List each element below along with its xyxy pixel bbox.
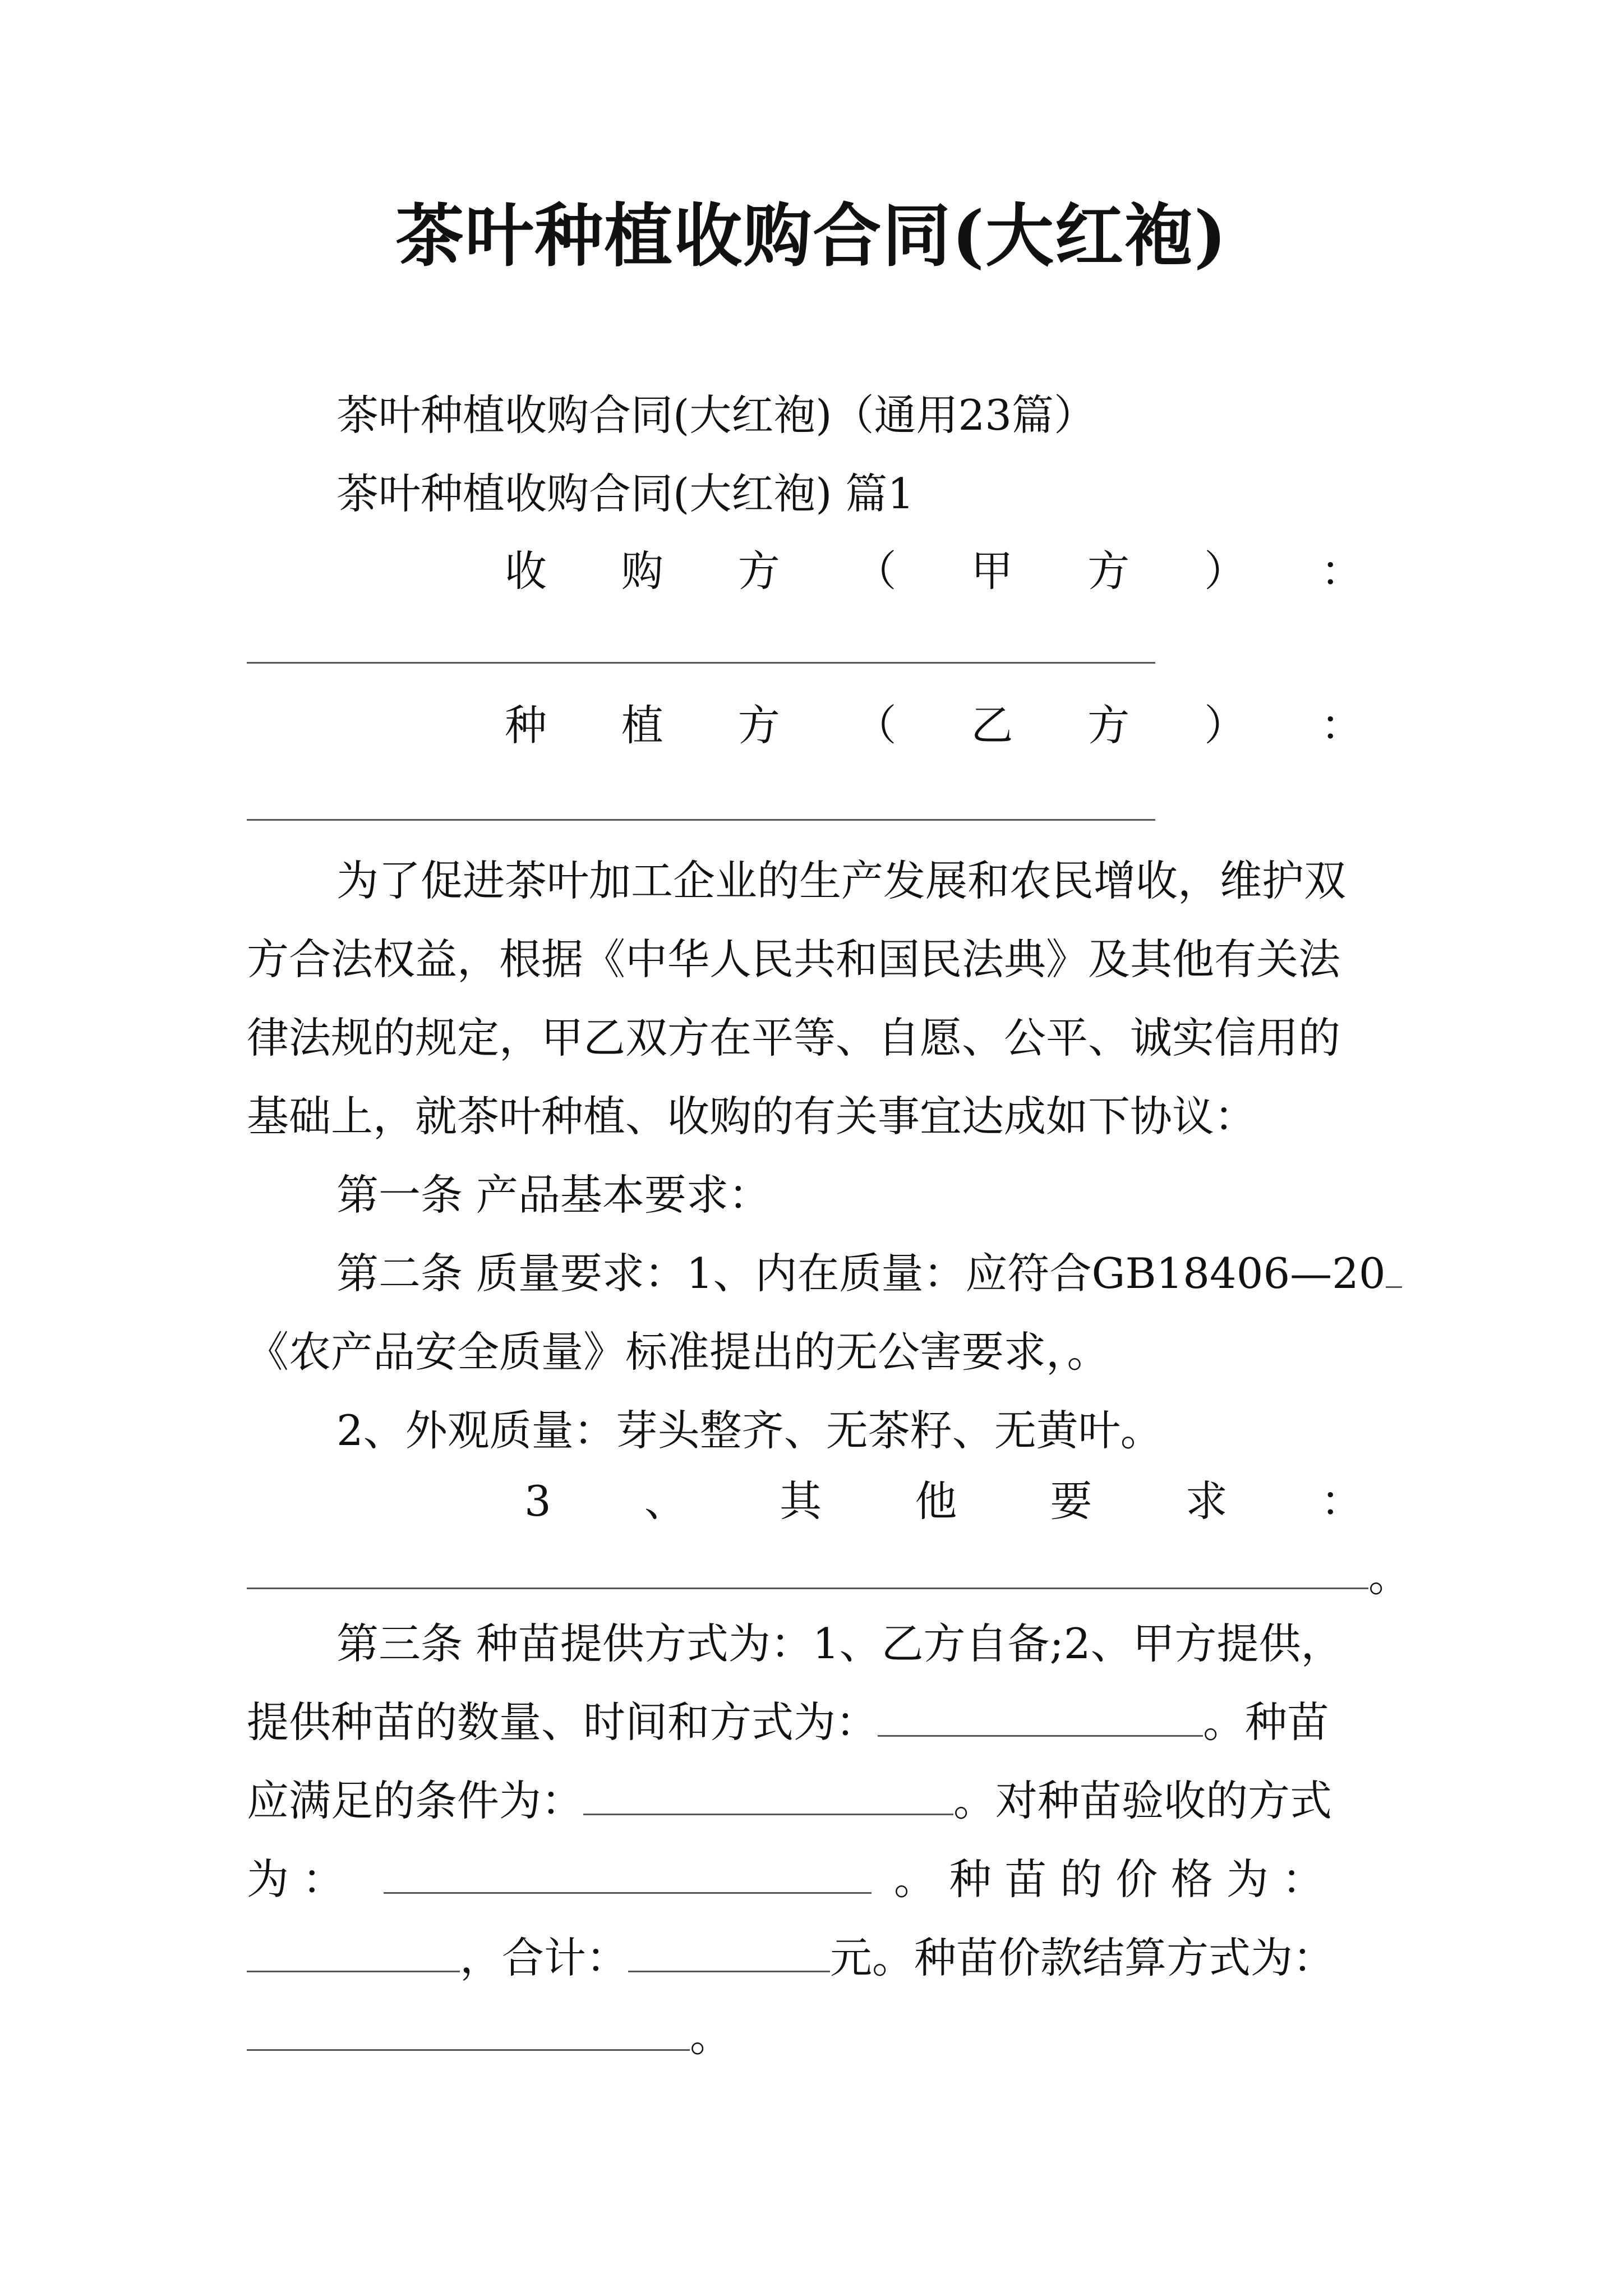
buyer-label-char: 收 (505, 546, 547, 596)
clause-3-line-1: 第三条 种苗提供方式为：1、乙方自备;2、甲方提供， (336, 1619, 1343, 1668)
acceptance-method-blank (384, 1852, 872, 1894)
clause-3-text: 。对种苗验收的方式 (953, 1776, 1332, 1825)
buyer-label-char: 方 (737, 546, 780, 596)
settlement-method-blank (247, 2009, 690, 2051)
clause-3-text: 。 种 苗 的 价 格 为 ： (893, 1855, 1324, 1904)
buyer-label-char: 甲 (971, 546, 1013, 596)
grower-label-char: ） (1204, 701, 1247, 750)
item3-char: 求 (1185, 1476, 1228, 1526)
intro-line: 基础上，就茶叶种植、收购的有关事宜达成如下协议： (247, 1092, 1257, 1141)
clause-3-line-4 (247, 1851, 1402, 1907)
clause-3-text: 应满足的条件为： (247, 1776, 584, 1825)
item3-char: 、 (644, 1476, 686, 1526)
clause-3-text: ，合计： (460, 1933, 629, 1982)
grower-label-char: ： (1320, 701, 1363, 750)
document-title: 茶叶种植收购合同(大红袍) (395, 195, 1228, 276)
seedling-supply-blank (878, 1695, 1203, 1737)
buyer-label-char: 方 (1087, 546, 1130, 596)
item3-char: 其 (780, 1476, 822, 1526)
clause-3-line-3 (247, 1773, 1402, 1829)
grower-label-char: （ (854, 701, 897, 750)
clause-2-line-1 (336, 1245, 1402, 1301)
clause-3-text: 为 ： (247, 1855, 344, 1904)
clause-2-text: 第二条 质量要求：1、内在质量：应符合GB18406—20 (336, 1249, 1386, 1298)
seedling-price-blank (247, 1930, 460, 1972)
seedling-conditions-blank (583, 1773, 953, 1815)
clause-2-line-2: 《农产品安全质量》标准提出的无公害要求，。 (247, 1327, 1109, 1377)
total-amount-blank (628, 1930, 830, 1972)
grower-label (505, 697, 1363, 753)
item3-char: 他 (915, 1476, 957, 1526)
clause-2-item-2: 2、外观质量：芽头整齐、无茶籽、无黄叶。 (336, 1406, 1163, 1455)
item3-char: 要 (1050, 1476, 1092, 1526)
clause-2-item-3 (524, 1473, 1363, 1529)
clause-3-line-6 (247, 2008, 1402, 2064)
intro-line: 为了促进茶叶加工企业的生产发展和农民增收，维护双 (336, 856, 1347, 905)
year-blank (1386, 1246, 1402, 1288)
other-requirements-blank (247, 1588, 1368, 1589)
grower-label-char: 种 (505, 701, 547, 750)
grower-label-char: 乙 (971, 701, 1013, 750)
intro-line: 方合法权益，根据《中华人民共和国民法典》及其他有关法 (247, 935, 1341, 984)
item3-char: 3 (524, 1476, 551, 1526)
buyer-label-char: （ (854, 546, 897, 596)
buyer-label-char: ： (1320, 546, 1363, 596)
clause-1: 第一条 产品基本要求： (336, 1170, 771, 1220)
clause-3-line-5 (247, 1930, 1402, 1986)
grower-label-char: 方 (737, 701, 780, 750)
article-heading: 茶叶种植收购合同(大红袍) 篇1 (336, 469, 915, 518)
buyer-label (505, 543, 1363, 599)
buyer-label-char: ） (1204, 546, 1247, 596)
grower-label-char: 植 (621, 701, 663, 750)
buyer-label-char: 购 (621, 546, 663, 596)
document-subtitle: 茶叶种植收购合同(大红袍)（通用23篇） (336, 390, 1096, 440)
clause-3-text: 提供种苗的数量、时间和方式为： (247, 1697, 878, 1747)
grower-blank-line (247, 819, 1155, 821)
clause-3-text: 。种苗 (1203, 1697, 1330, 1747)
clause-3-line-2 (247, 1694, 1402, 1750)
intro-line: 律法规的规定，甲乙双方在平等、自愿、公平、诚实信用的 (247, 1013, 1341, 1062)
grower-label-char: 方 (1087, 701, 1130, 750)
clause-3-text: 元。种苗价款结算方式为： (830, 1933, 1335, 1982)
period-mark: 。 (1368, 1552, 1411, 1601)
clause-3-text: 。 (690, 2012, 732, 2061)
item3-char: ： (1320, 1476, 1363, 1526)
buyer-blank-line (247, 662, 1155, 664)
